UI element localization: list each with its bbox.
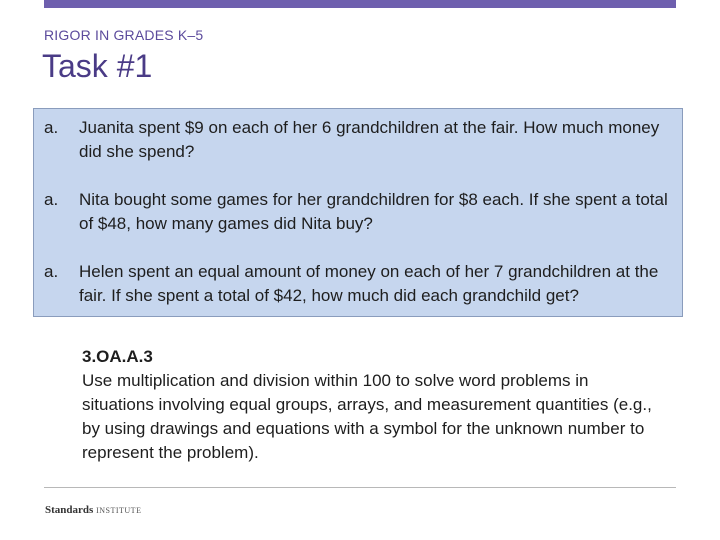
standard-code: 3.OA.A.3 [82,347,153,366]
task-box [33,108,683,317]
standard-block [82,345,662,465]
task-text: Helen spent an equal amount of money on each of her 7 grandchildren at the fair. If she spent a total of $42, how much did each grandchild get? [79,262,659,305]
task-marker: a. [44,190,59,209]
task-item [44,260,674,308]
logo-main-text: Standards [45,504,94,516]
task-marker: a. [44,262,59,281]
standard-description: Use multiplication and division within 100 to solve word problems in situations involving equal groups, arrays, and measurement quantities (e.g., by using drawings and equations with a symbol for the unknown number to represent the problem). [82,371,652,462]
task-item [44,188,674,236]
top-accent-bar [44,0,676,8]
standards-institute-logo [45,504,141,516]
section-eyebrow: RIGOR IN GRADES K–5 [44,27,204,43]
task-text: Nita bought some games for her grandchildren for $8 each. If she spent a total of $48, how many games did Nita buy? [79,190,668,233]
task-text: Juanita spent $9 on each of her 6 grandchildren at the fair. How much money did she spend? [79,118,660,161]
page-title: Task #1 [42,48,153,84]
task-marker: a. [44,118,59,137]
footer-divider [44,487,676,488]
task-item [44,116,674,164]
logo-sub-text: INSTITUTE [96,506,142,515]
